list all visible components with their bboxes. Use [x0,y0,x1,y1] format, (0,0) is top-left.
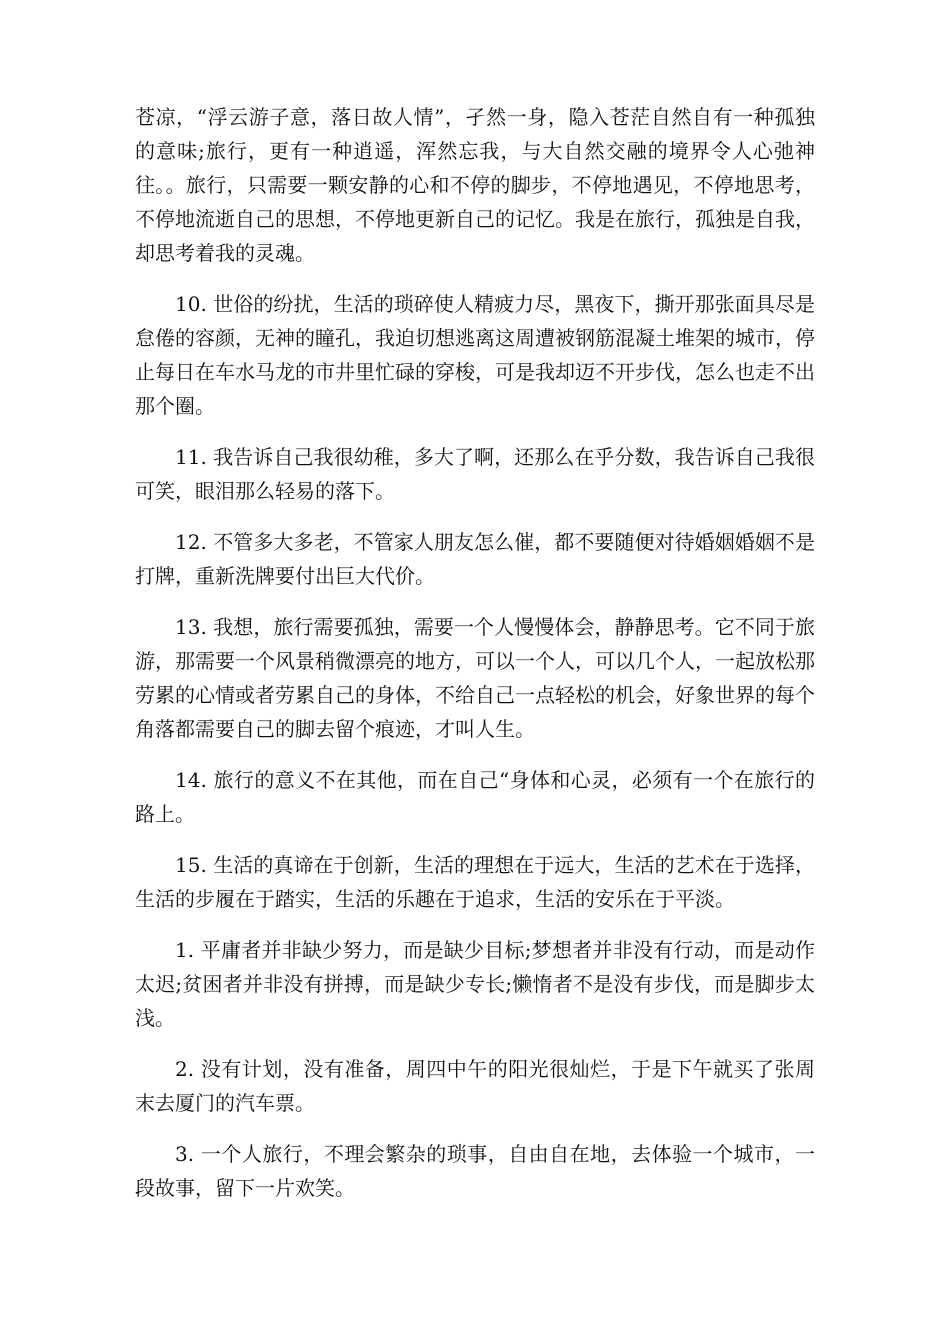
paragraph-2: 2. 没有计划，没有准备，周四中午的阳光很灿烂，于是下午就买了张周末去厦门的汽车票。 [135,1057,815,1115]
paragraph-12: 12. 不管多大多老，不管家人朋友怎么催，都不要随便对待婚姻婚姻不是打牌，重新洗牌要付出巨大代价。 [135,530,815,588]
paragraph-13: 13. 我想，旅行需要孤独，需要一个人慢慢体会，静静思考。它不同于旅游，那需要一个风景稍微漂亮的地方，可以一个人，可以几个人，一起放松那劳累的心情或者劳累自己的身体，不给自己一点轻松的机会，好象世界的每个角落都需要自己的脚去留个痕迹，才叫人生。 [135,615,815,741]
paragraph-continued: 苍凉，“浮云游子意，落日故人情”，孑然一身，隐入苍茫自然自有一种孤独的意味;旅行，更有一种逍遥，浑然忘我，与大自然交融的境界令人心弛神往。。旅行，只需要一颗安静的心和不停的脚步，不停地遇见，不停地思考，不停地流逝自己的思想，不停地更新自己的记忆。我是在旅行，孤独是自我，却思考着我的灵魂。 [135,105,815,265]
document-body [135,100,815,1222]
paragraph-14: 14. 旅行的意义不在其他，而在自己“身体和心灵，必须有一个在旅行的路上。 [135,768,815,826]
paragraph-15: 15. 生活的真谛在于创新，生活的理想在于远大，生活的艺术在于选择，生活的步履在于踏实，生活的乐趣在于追求，生活的安乐在于平淡。 [135,853,815,911]
paragraph-3: 3. 一个人旅行，不理会繁杂的琐事，自由自在地，去体验一个城市，一段故事，留下一片欢笑。 [135,1142,815,1200]
paragraph-10: 10. 世俗的纷扰，生活的琐碎使人精疲力尽，黑夜下，撕开那张面具尽是怠倦的容颜，无神的瞳孔，我迫切想逃离这周遭被钢筋混凝土堆架的城市，停止每日在车水马龙的市井里忙碌的穿梭，可是我却迈不开步伐，怎么也走不出那个圈。 [135,292,815,418]
paragraph-1: 1. 平庸者并非缺少努力，而是缺少目标;梦想者并非没有行动，而是动作太迟;贫困者并非没有拼搏，而是缺少专长;懒惰者不是没有步伐，而是脚步太浅。 [135,938,815,1030]
paragraph-11: 11. 我告诉自己我很幼稚，多大了啊，还那么在乎分数，我告诉自己我很可笑，眼泪那么轻易的落下。 [135,445,815,503]
